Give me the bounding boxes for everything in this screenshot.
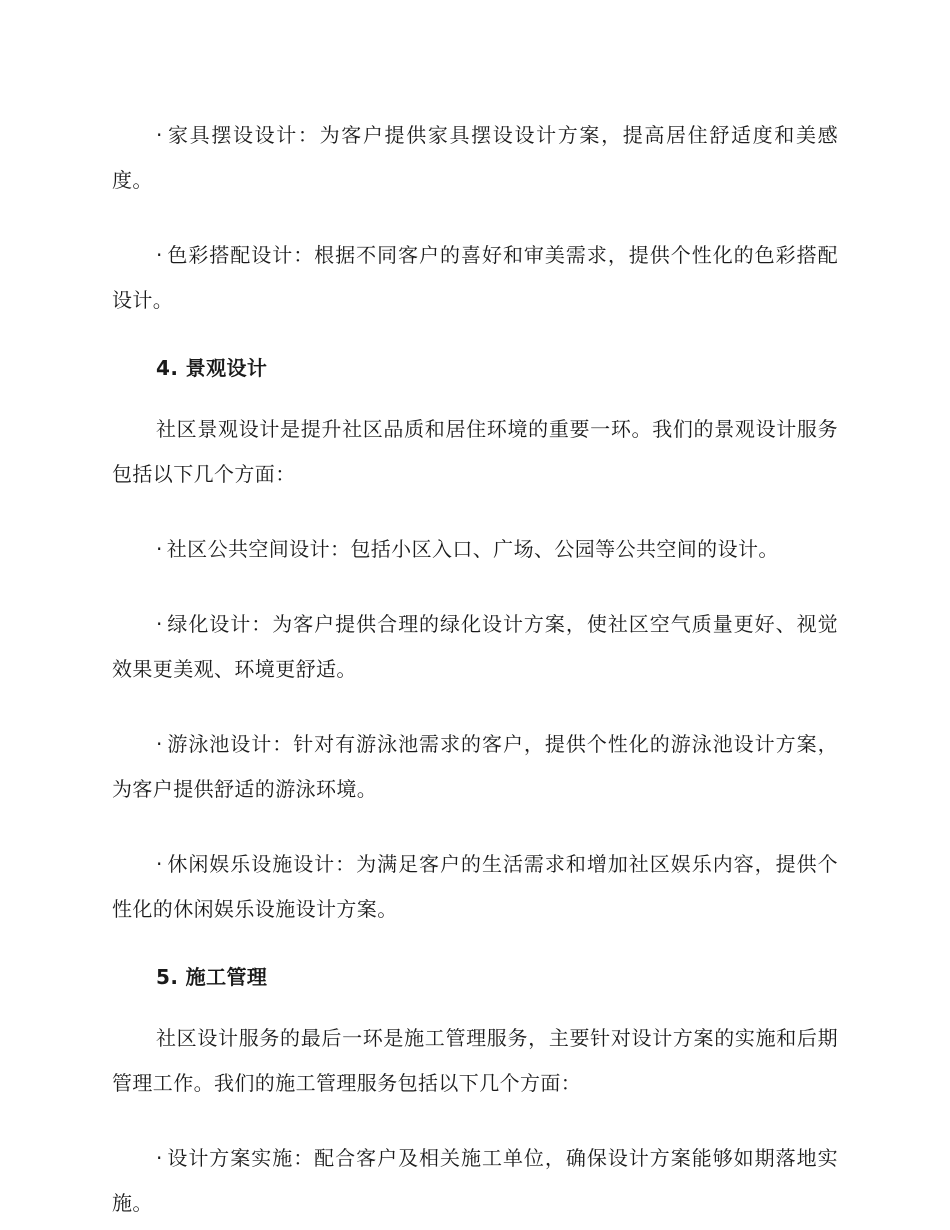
bullet-mark: · bbox=[156, 243, 163, 267]
paragraph-construction-intro: 社区设计服务的最后一环是施工管理服务，主要针对设计方案的实施和后期管理工作。我们的施工管理服务包括以下几个方面： bbox=[112, 1026, 838, 1095]
bullet-furniture-layout bbox=[112, 113, 838, 203]
bullet-text: 休闲娱乐设施设计：为满足客户的生活需求和增加社区娱乐内容，提供个性化的休闲娱乐设施设计方案。 bbox=[112, 852, 838, 921]
bullet-color-scheme bbox=[112, 233, 838, 323]
bullet-mark: · bbox=[156, 537, 163, 561]
bullet-text: 家具摆设设计：为客户提供家具摆设设计方案，提高居住舒适度和美感度。 bbox=[112, 123, 838, 192]
section-heading-landscape: 4. 景观设计 bbox=[156, 356, 268, 380]
section-heading-construction: 5. 施工管理 bbox=[156, 965, 268, 989]
bullet-greening bbox=[112, 602, 838, 692]
bullet-mark: · bbox=[156, 1146, 163, 1170]
bullet-text: 设计方案实施：配合客户及相关施工单位，确保设计方案能够如期落地实施。 bbox=[112, 1146, 838, 1215]
bullet-text: 色彩搭配设计：根据不同客户的喜好和审美需求，提供个性化的色彩搭配设计。 bbox=[112, 243, 838, 312]
bullet-leisure-facilities bbox=[112, 842, 838, 932]
bullet-mark: · bbox=[156, 612, 163, 636]
bullet-mark: · bbox=[156, 852, 163, 876]
bullet-plan-implementation bbox=[112, 1136, 838, 1226]
bullet-text: 绿化设计：为客户提供合理的绿化设计方案，使社区空气质量更好、视觉效果更美观、环境更舒适。 bbox=[112, 612, 838, 681]
bullet-mark: · bbox=[156, 732, 163, 756]
bullet-text: 游泳池设计：针对有游泳池需求的客户，提供个性化的游泳池设计方案，为客户提供舒适的游泳环境。 bbox=[112, 732, 838, 801]
bullet-public-space bbox=[112, 527, 838, 572]
bullet-swimming-pool bbox=[112, 722, 838, 812]
bullet-text: 社区公共空间设计：包括小区入口、广场、公园等公共空间的设计。 bbox=[166, 537, 779, 561]
paragraph-landscape-intro: 社区景观设计是提升社区品质和居住环境的重要一环。我们的景观设计服务包括以下几个方面： bbox=[112, 417, 838, 486]
bullet-mark: · bbox=[156, 123, 163, 147]
